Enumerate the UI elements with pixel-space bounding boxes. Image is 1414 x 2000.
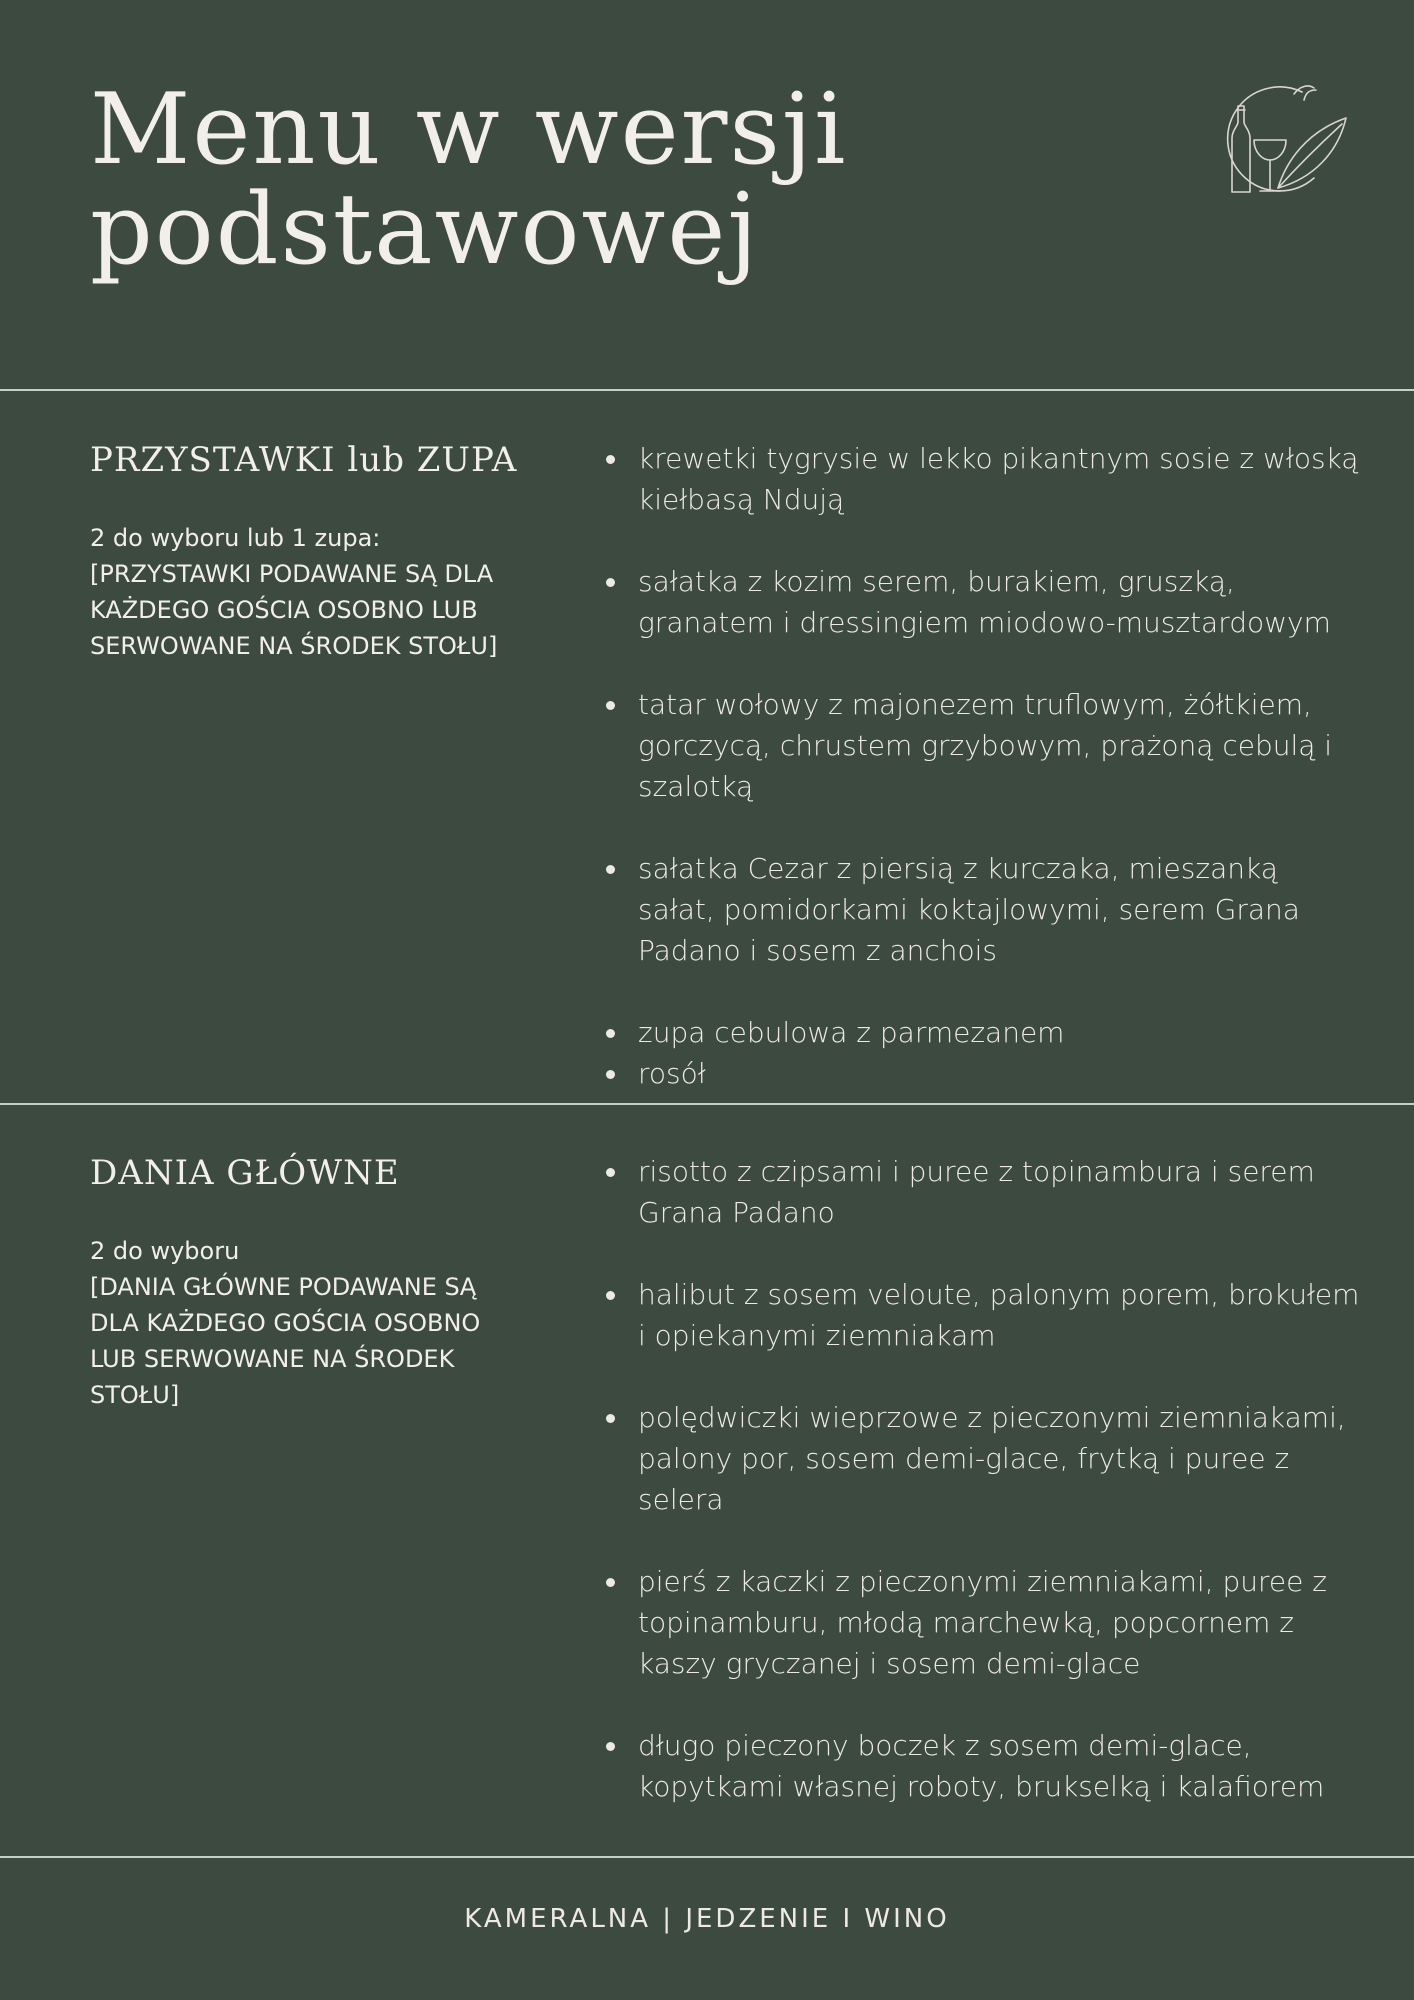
note-line: LUB SERWOWANE NA ŚRODEK (90, 1345, 455, 1373)
list-item: pierś z kaczki z pieczonymi ziemniakami, puree z topinamburu, młodą marchewką, popcornem z kaszy gryczanej i sosem demi-glace (600, 1561, 1360, 1684)
list-item: długo pieczony boczek z sosem demi-glace, kopytkami własnej roboty, brukselką i kalafiorem (600, 1725, 1360, 1807)
list-item: risotto z czipsami i puree z topinambura i serem Grana Padano (600, 1151, 1360, 1233)
list-item: halibut z sosem veloute, palonym porem, brokułem i opiekanymi ziemniakam (600, 1274, 1360, 1356)
list-item: krewetki tygrysie w lekko pikantnym sosie z włoską kiełbasą Ndują (600, 438, 1360, 520)
note-line: STOŁU] (90, 1381, 180, 1409)
footer-brand: KAMERALNA | JEDZENIE I WINO (464, 1904, 950, 1934)
note-line: 2 do wyboru lub 1 zupa: (90, 524, 381, 552)
section-note-mains (90, 1233, 510, 1413)
note-line: [PRZYSTAWKI PODAWANE SĄ DLA (90, 560, 494, 588)
page-title (90, 73, 848, 287)
mains-list (600, 1151, 1360, 1807)
note-line: SERWOWANE NA ŚRODEK STOŁU] (90, 632, 498, 660)
list-item: sałatka Cezar z piersią z kurczaka, mieszanką sałat, pomidorkami koktajlowymi, serem Grana Padano i sosem z anchois (600, 848, 1360, 971)
title-line-2: podstawowej (90, 173, 760, 287)
wine-bottle-glass-leaf-icon (1206, 82, 1354, 200)
note-line: 2 do wyboru (90, 1237, 240, 1265)
list-item: tatar wołowy z majonezem truflowym, żółtkiem, gorczycą, chrustem grzybowym, prażoną cebulą i szalotką (600, 684, 1360, 807)
starters-list (600, 438, 1360, 1094)
title-line-1: Menu w wersji (90, 73, 848, 187)
list-item: polędwiczki wieprzowe z pieczonymi ziemniakami, palony por, sosem demi-glace, frytką i puree z selera (600, 1397, 1360, 1520)
section-divider (0, 1103, 1414, 1105)
list-item: sałatka z kozim serem, burakiem, gruszką, granatem i dressingiem miodowo-musztardowym (600, 561, 1360, 643)
header-divider (0, 389, 1414, 391)
note-line: [DANIA GŁÓWNE PODAWANE SĄ (90, 1273, 477, 1301)
section-title-mains: DANIA GŁÓWNE (90, 1153, 400, 1193)
section-title-starters: PRZYSTAWKI lub ZUPA (90, 440, 518, 480)
list-item: zupa cebulowa z parmezanem (600, 1012, 1360, 1053)
section-note-starters (90, 520, 510, 664)
note-line: DLA KAŻDEGO GOŚCIA OSOBNO (90, 1309, 481, 1337)
list-item: rosół (600, 1053, 1360, 1094)
note-line: KAŻDEGO GOŚCIA OSOBNO LUB (90, 596, 478, 624)
footer-divider (0, 1856, 1414, 1858)
